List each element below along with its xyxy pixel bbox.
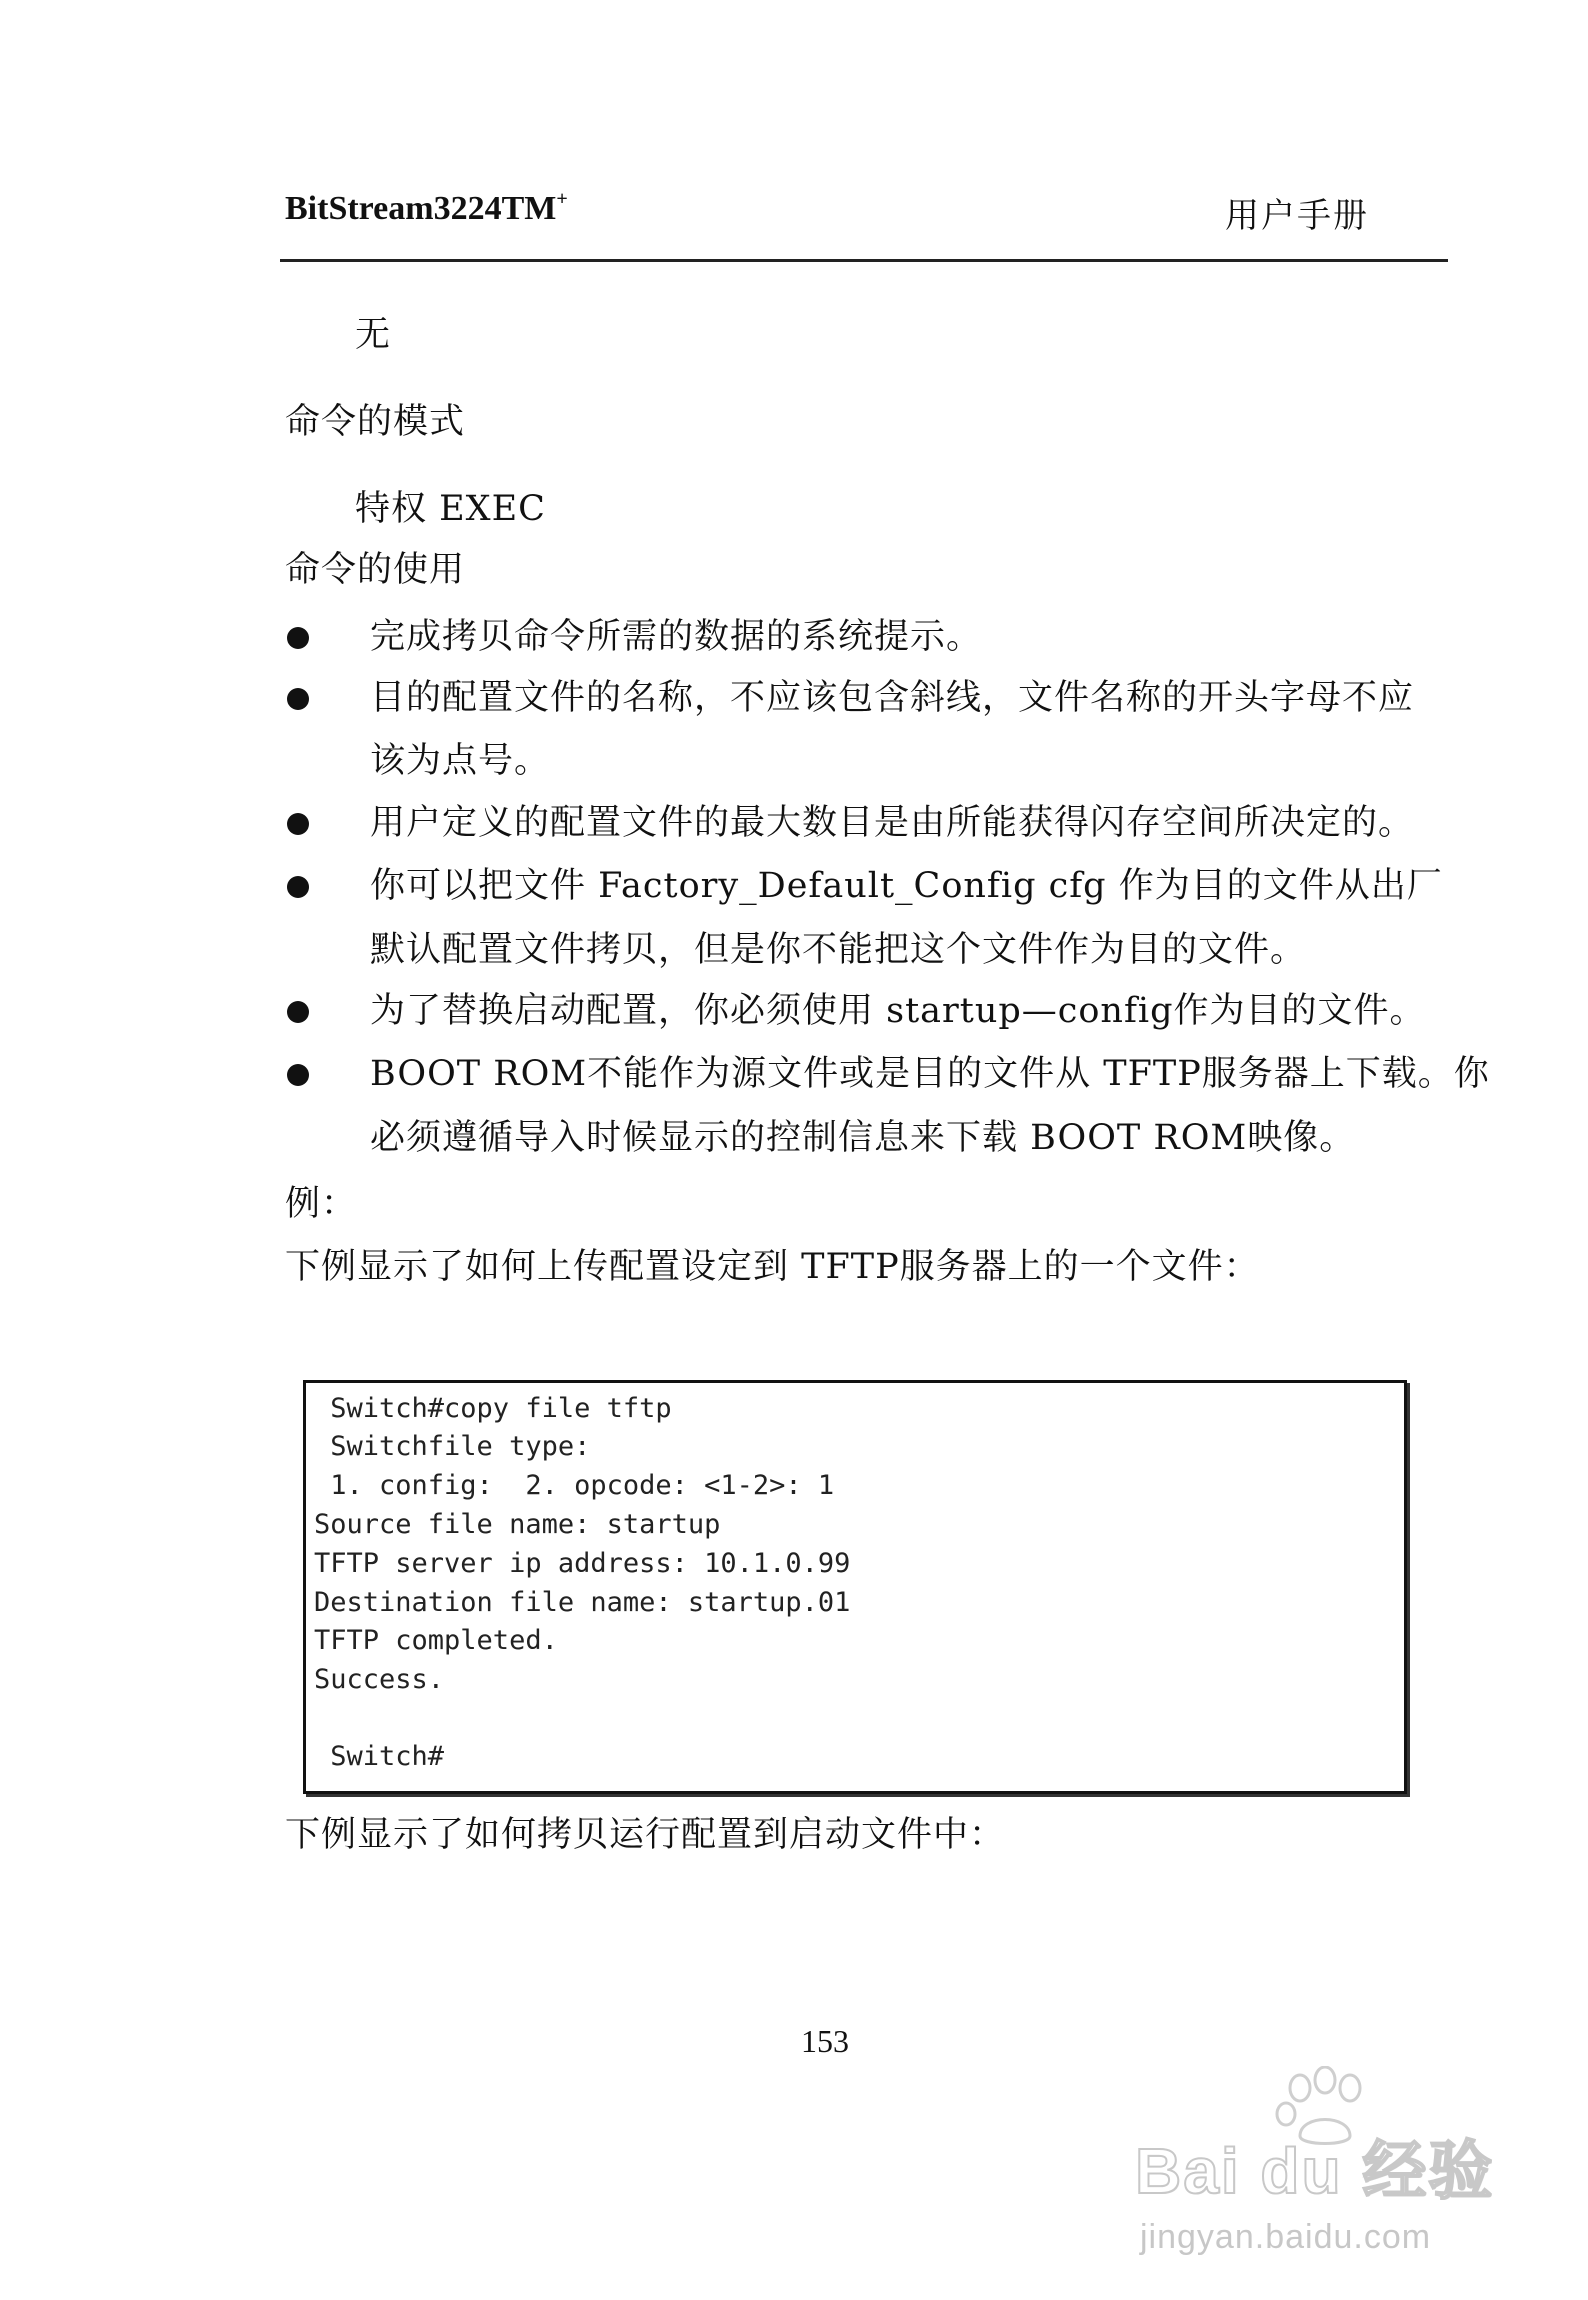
- bullet-2-line-2: 该为点号。: [370, 741, 551, 781]
- terminal-output-box: [303, 1380, 1407, 1794]
- bullet-icon: [287, 627, 309, 649]
- code-line: Switchfile type:: [314, 1431, 591, 1462]
- bullet-2-line-1: 目的配置文件的名称，不应该包含斜线，文件名称的开头字母不应: [370, 678, 1415, 718]
- bullet-icon: [287, 688, 309, 710]
- bullet-4-line-2: 默认配置文件拷贝，但是你不能把这个文件作为目的文件。: [370, 930, 1307, 970]
- bullet-5-line-1: 为了替换启动配置，你必须使用 startup—config作为目的文件。: [370, 991, 1426, 1031]
- bullet-1-line-1: 完成拷贝命令所需的数据的系统提示。: [370, 617, 983, 657]
- code-line: Switch#: [314, 1741, 445, 1772]
- mode-heading: 命令的模式: [285, 402, 466, 442]
- code-line: Source file name: startup: [314, 1509, 721, 1540]
- bullet-icon: [287, 1001, 309, 1023]
- product-name: BitStream3224TM: [285, 190, 557, 227]
- code-line: 1. config: 2. opcode: <1-2>: 1: [314, 1470, 835, 1501]
- code-line: TFTP completed.: [314, 1625, 558, 1656]
- mode-value: 特权 EXEC: [355, 489, 546, 529]
- bullet-4-line-1: 你可以把文件 Factory_Default_Config cfg 作为目的文件从出厂: [370, 866, 1443, 906]
- bullet-icon: [287, 1064, 309, 1086]
- bullet-6-line-1: BOOT ROM不能作为源文件或是目的文件从 TFTP服务器上下载。你: [370, 1054, 1490, 1094]
- bullet-3-line-1: 用户定义的配置文件的最大数目是由所能获得闪存空间所决定的。: [370, 803, 1415, 843]
- watermark-url: jingyan.baidu.com: [1140, 2218, 1432, 2256]
- watermark-brand: Bai du 经验: [1135, 2135, 1495, 2207]
- header-product-title: [285, 188, 568, 228]
- code-line: Success.: [314, 1664, 445, 1695]
- default-value: 无: [355, 315, 392, 355]
- example-label: 例：: [285, 1184, 358, 1224]
- usage-heading: 命令的使用: [285, 550, 466, 590]
- header-divider: [280, 259, 1448, 262]
- product-superscript: +: [556, 188, 568, 210]
- example-2-intro: 下例显示了如何拷贝运行配置到启动文件中：: [285, 1815, 1006, 1855]
- code-line: Switch#copy file tftp: [314, 1393, 672, 1424]
- example-1-intro: 下例显示了如何上传配置设定到 TFTP服务器上的一个文件：: [285, 1247, 1260, 1287]
- code-line: TFTP server ip address: 10.1.0.99: [314, 1548, 851, 1579]
- bullet-icon: [287, 813, 309, 835]
- code-line: Destination file name: startup.01: [314, 1587, 851, 1618]
- page-number: 153: [801, 2023, 849, 2059]
- bullet-6-line-2: 必须遵循导入时候显示的控制信息来下载 BOOT ROM映像。: [370, 1118, 1356, 1158]
- bullet-icon: [287, 876, 309, 898]
- header-manual-label: 用户手册: [1225, 196, 1369, 236]
